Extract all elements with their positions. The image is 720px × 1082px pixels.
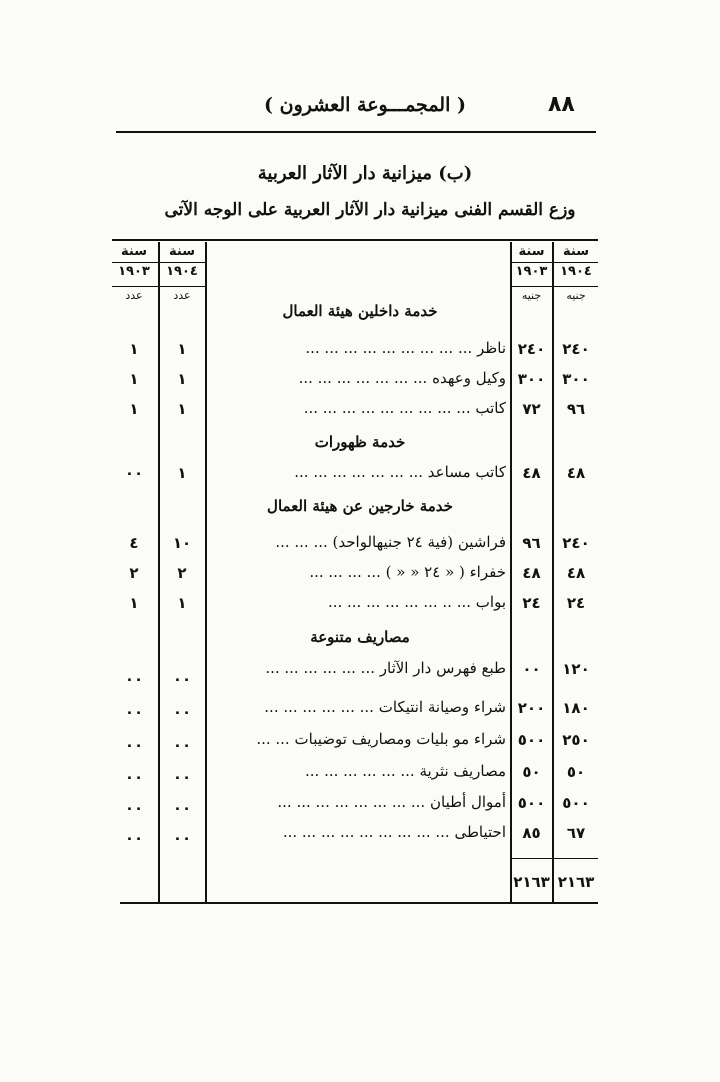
row-count-1903: ١: [129, 370, 139, 388]
row-count-1904: ٠٠: [172, 829, 192, 847]
row-label-text: كاتب مساعد: [427, 463, 506, 481]
row-label: [208, 659, 506, 677]
col-year-label-1904-count: سنة: [169, 244, 195, 259]
budget-subtitle: وزع القسم الفنى ميزانية دار الآثار العربية على الوجه الآتى: [164, 200, 576, 220]
row-count-1904: ١: [177, 594, 187, 612]
row-count-1903: ٠٠: [124, 799, 144, 817]
header-rule-right-1: [510, 262, 598, 263]
running-title: ( المجمـــوعة العشرون ): [264, 94, 466, 116]
leader-dots: ... ... ... ... ... ...: [305, 762, 415, 780]
row-label-text: وكيل وعهده: [432, 369, 506, 387]
row-label-text: بواب: [475, 593, 506, 611]
row-amount-1903: ٥٠٠: [517, 731, 546, 749]
row-count-1904: ٠٠: [172, 670, 192, 688]
row-label-text: أموال أطيان: [429, 793, 506, 811]
row-label: [208, 563, 506, 581]
row-count-1903: ١: [129, 340, 139, 358]
row-label-text: مصاريف نثرية: [419, 762, 506, 780]
row-amount-1904: ٢٤٠: [562, 340, 590, 358]
row-amount-1903: ٥٠: [522, 763, 541, 781]
row-count-1904: ١٠: [172, 534, 192, 552]
leader-dots: ... ... ... ...: [309, 563, 381, 581]
row-count-1904: ٠٠: [172, 768, 192, 786]
row-count-1904: ٠٠: [172, 799, 192, 817]
row-count-1903: ٠٠: [124, 829, 144, 847]
row-amount-1904: ٢٥٠: [562, 731, 590, 749]
row-label: [208, 730, 506, 748]
row-label: [208, 369, 506, 387]
leader-dots: ... .. ... ... ... ... ... ...: [327, 593, 471, 611]
col-year-1903-money: ١٩٠٣: [515, 264, 548, 279]
col-year-label-1904-money: سنة: [563, 244, 589, 259]
row-count-1904: ١: [177, 400, 187, 418]
row-label-text: كاتب: [475, 399, 506, 417]
row-count-1903: ٢: [129, 564, 139, 582]
row-count-1904: ٠٠: [172, 703, 192, 721]
row-label-text: ناظر: [477, 339, 506, 357]
row-amount-1903: ٧٢: [522, 400, 541, 418]
row-count-1904: ١: [177, 464, 187, 482]
row-count-1903: ٠٠: [124, 768, 144, 786]
row-label-text: شراء وصيانة انتيكات: [378, 698, 506, 716]
row-count-1904: ٢: [177, 564, 187, 582]
row-label: [208, 823, 506, 841]
total-1903: ٢١٦٣: [513, 873, 550, 891]
row-amount-1903: ٢٤٠: [517, 340, 546, 358]
row-label: [208, 793, 506, 811]
row-count-1903: ٠٠: [124, 736, 144, 754]
row-amount-1903: ٠٠: [522, 660, 541, 678]
header-rule: [116, 131, 596, 133]
col-year-1903-count: ١٩٠٣: [118, 264, 150, 279]
leader-dots: ... ... ...: [275, 533, 328, 551]
col-unit-count-1903: عدد: [125, 289, 143, 302]
row-amount-1904: ١٨٠: [562, 699, 590, 717]
leader-dots: ... ...: [256, 730, 290, 748]
leader-dots: ... ... ... ... ... ... ... ... ...: [305, 339, 473, 357]
row-amount-1904: ٩٦: [566, 400, 586, 418]
col-year-1904-money: ١٩٠٤: [560, 264, 592, 279]
col-year-1904-count: ١٩٠٤: [166, 264, 198, 279]
totals-rule: [510, 858, 598, 859]
budget-title: (ب) ميزانية دار الآثار العربية: [257, 163, 473, 184]
row-label: [208, 698, 506, 716]
col-unit-money-1903: جنيه: [521, 289, 542, 302]
col-unit-money-1904: جنيه: [566, 289, 586, 302]
col-rule-2: [205, 242, 207, 902]
leader-dots: ... ... ... ... ... ... ...: [298, 369, 428, 387]
col-year-label-1903-money: سنة: [518, 244, 545, 259]
leader-dots: ... ... ... ... ... ... ... ...: [277, 793, 426, 811]
row-amount-1904: ٢٤: [566, 594, 586, 612]
row-label: [208, 593, 506, 611]
total-1904: ٢١٦٣: [557, 873, 595, 891]
leader-dots: ... ... ... ... ... ...: [265, 659, 375, 677]
row-count-1903: ٤: [129, 534, 139, 552]
row-count-1903: ٠٠: [124, 464, 144, 482]
row-count-1903: ٠٠: [124, 670, 144, 688]
row-count-1903: ١: [129, 400, 139, 418]
section-title-internal-staff: خدمة داخلين هيئة العمال: [282, 302, 438, 320]
leader-dots: ... ... ... ... ... ...: [264, 698, 374, 716]
leader-dots: ... ... ... ... ... ... ... ... ...: [303, 399, 471, 417]
leader-dots: ... ... ... ... ... ... ...: [294, 463, 424, 481]
row-amount-1903: ٢٤: [522, 594, 541, 612]
row-label-text: خفراء ( « ٢٤ « « ): [385, 563, 506, 581]
row-count-1904: ١: [177, 370, 187, 388]
row-amount-1904: ١٢٠: [562, 660, 590, 678]
row-amount-1903: ٤٨: [522, 564, 541, 582]
row-amount-1904: ٥٠: [566, 763, 586, 781]
row-label-text: فراشين (فية ٢٤ جنيهالواحد): [332, 533, 506, 551]
row-count-1903: ٠٠: [124, 703, 144, 721]
row-label-text: شراء مو بليات ومصاريف توضيبات: [294, 730, 506, 748]
row-amount-1904: ٢٤٠: [562, 534, 590, 552]
row-amount-1903: ٤٨: [522, 464, 541, 482]
row-amount-1904: ٤٨: [566, 464, 586, 482]
row-count-1904: ٠٠: [172, 736, 192, 754]
col-unit-count-1904: عدد: [173, 289, 191, 302]
section-title-appearances: خدمة ظهورات: [314, 433, 406, 451]
row-label: [208, 533, 506, 551]
row-label: [208, 399, 506, 417]
section-title-misc-expenses: مصاريف متنوعة: [310, 628, 410, 646]
table-top-rule: [112, 239, 598, 241]
leader-dots: ... ... ... ... ... ... ... ... ...: [282, 823, 450, 841]
row-amount-1904: ٤٨: [566, 564, 586, 582]
row-amount-1903: ٨٥: [522, 824, 541, 842]
row-amount-1903: ٣٠٠: [517, 370, 546, 388]
row-amount-1904: ٦٧: [566, 824, 586, 842]
row-amount-1904: ٥٠٠: [562, 794, 590, 812]
header-rule-left-2: [112, 286, 205, 287]
row-count-1904: ١: [177, 340, 187, 358]
row-label: [208, 463, 506, 481]
row-amount-1903: ٩٦: [522, 534, 541, 552]
page-number: ٨٨: [548, 92, 575, 117]
row-amount-1903: ٢٠٠: [517, 699, 546, 717]
row-amount-1903: ٥٠٠: [517, 794, 546, 812]
row-label-text: طبع فهرس دار الآثار: [379, 659, 506, 677]
row-label: [208, 762, 506, 780]
table-bottom-rule: [120, 902, 598, 904]
header-rule-left-1: [112, 262, 205, 263]
row-label: [208, 339, 506, 357]
header-rule-right-2: [510, 286, 598, 287]
row-label-text: احتياطى: [454, 823, 506, 841]
row-count-1903: ١: [129, 594, 139, 612]
row-amount-1904: ٣٠٠: [562, 370, 590, 388]
section-title-external-staff: خدمة خارجين عن هيئة العمال: [267, 497, 453, 515]
col-year-label-1903-count: سنة: [121, 244, 147, 259]
